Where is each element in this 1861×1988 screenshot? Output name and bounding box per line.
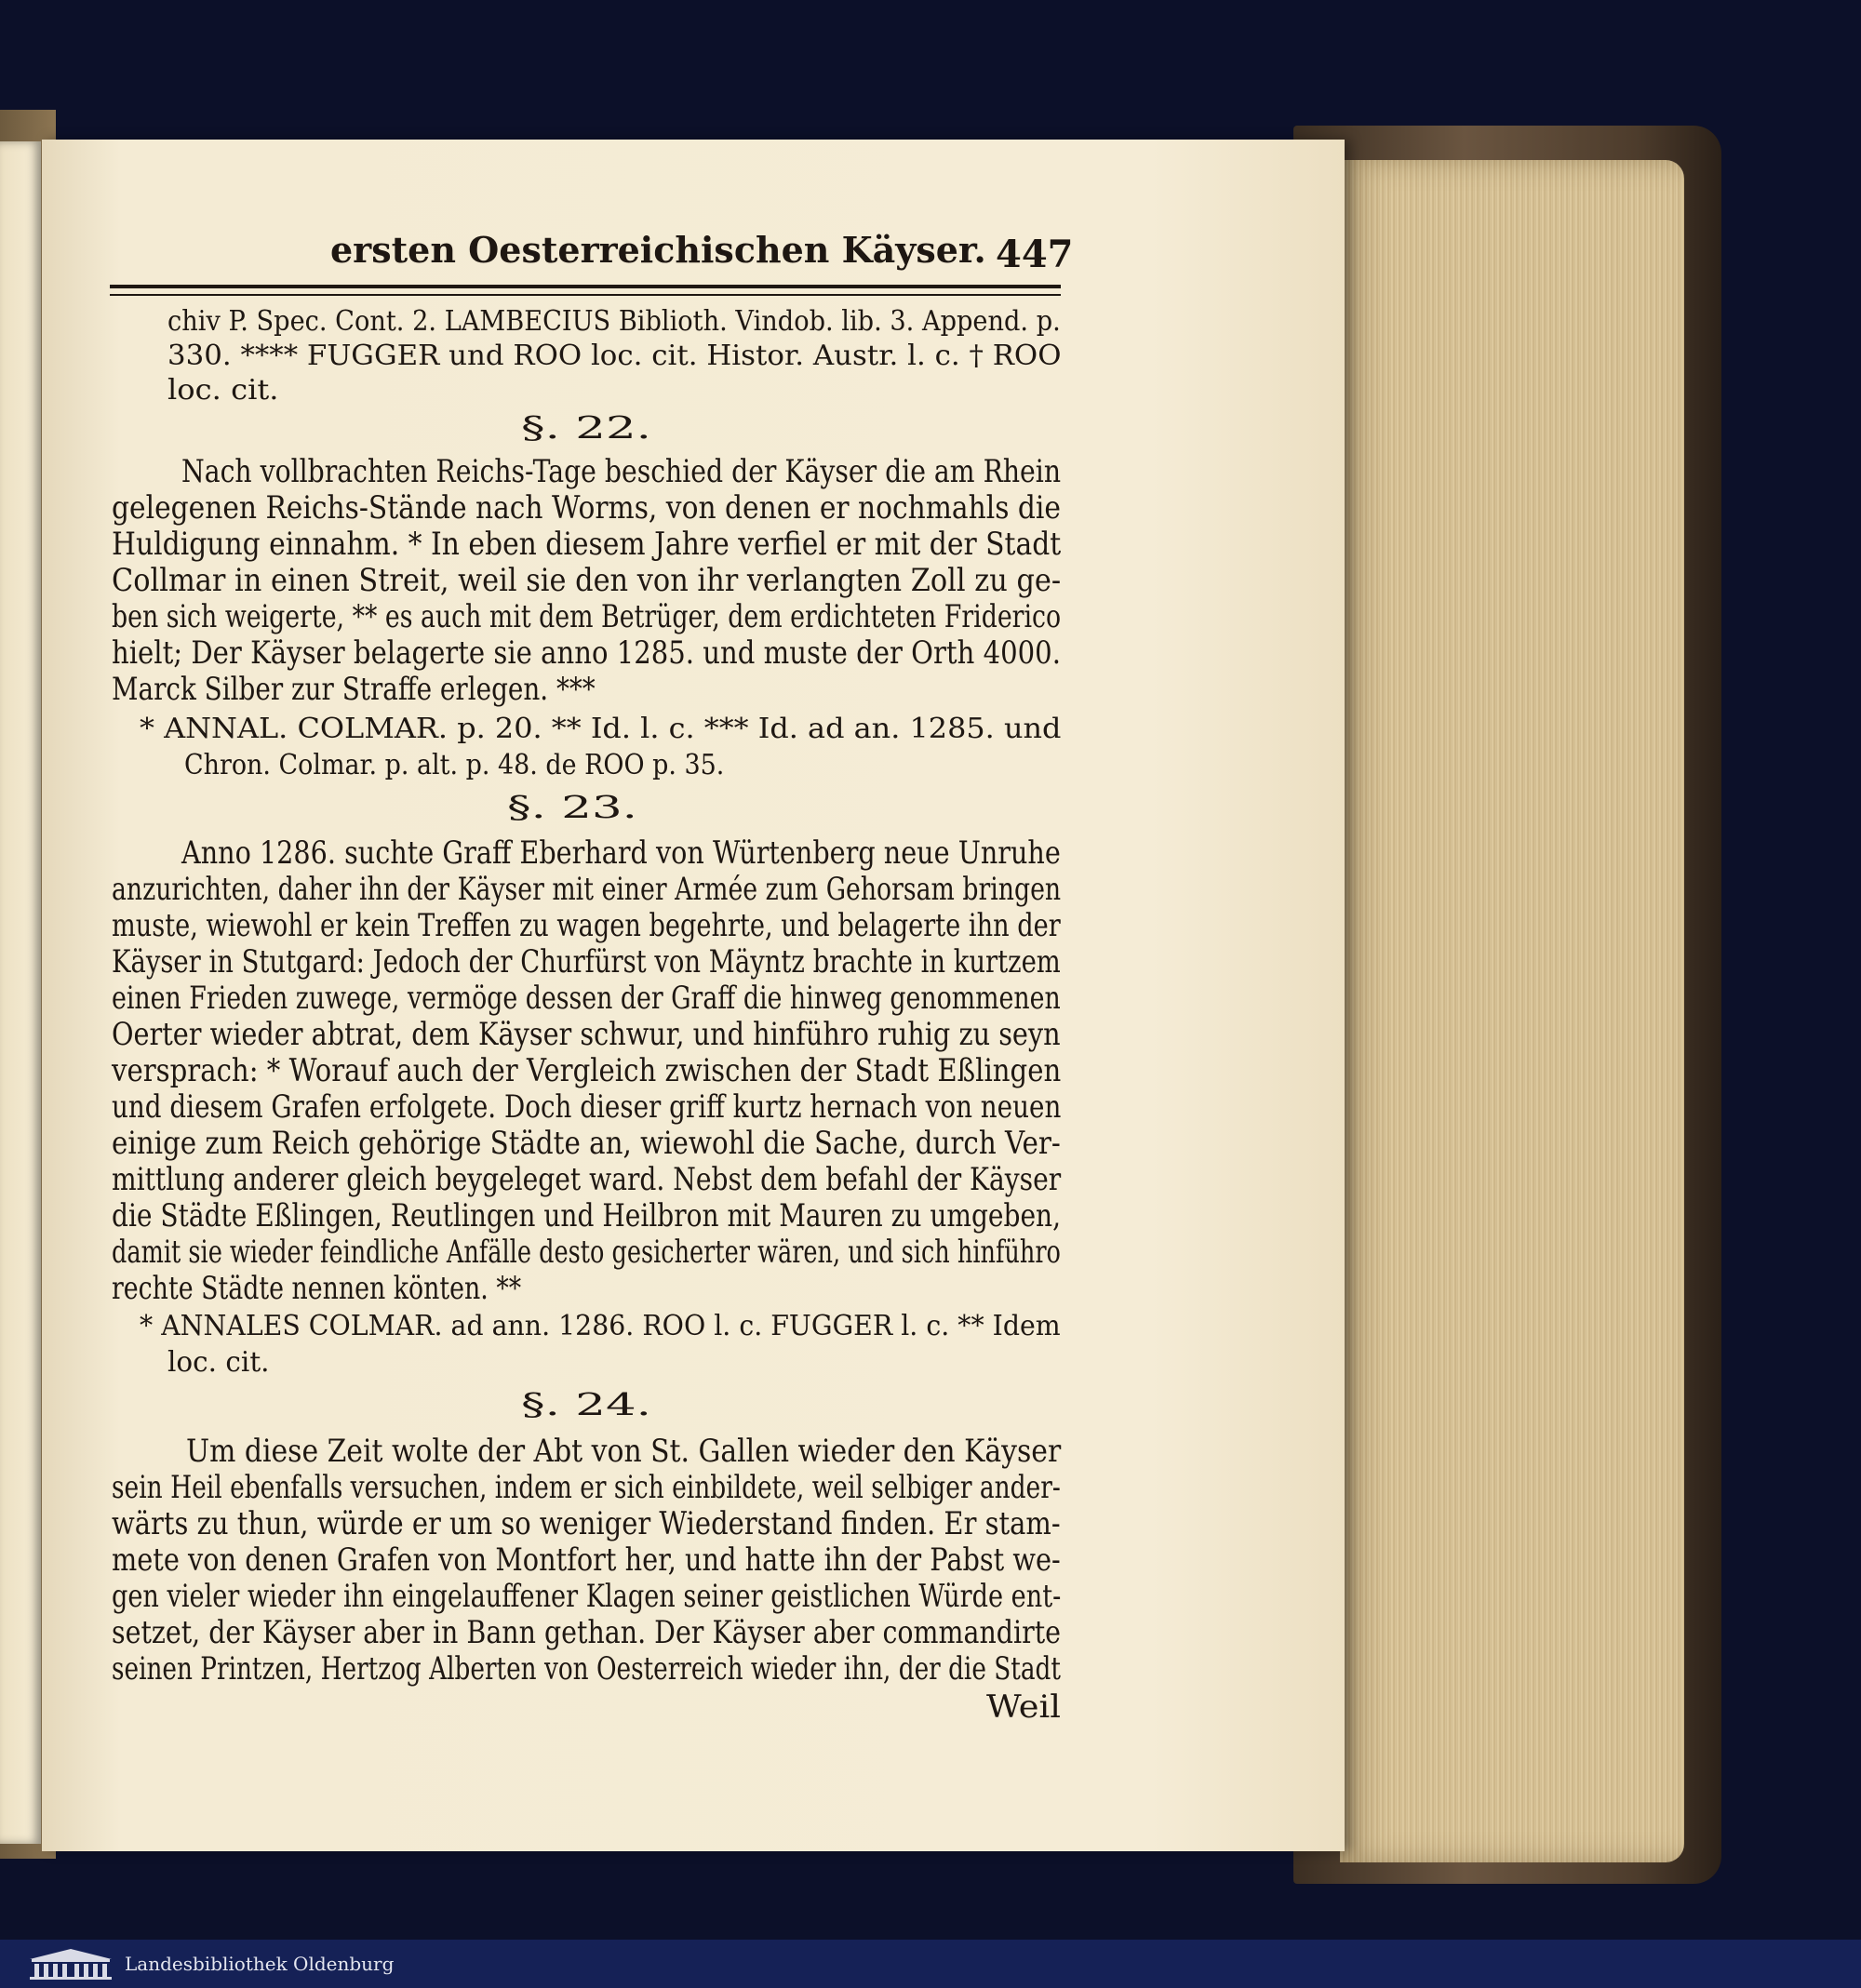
text-line: Huldigung einnahm. * In eben diesem Jahre verfiel er mit der Stadt (112, 526, 1062, 562)
text-line: hielt; Der Käyser belagerte sie anno 1285. und muste der Orth 4000. (112, 634, 1061, 671)
footnote-line: Chron. Colmar. p. alt. p. 48. de ROO p. 35. (184, 749, 725, 781)
text-line: anzurichten, daher ihn der Käyser mit einer Armée zum Gehorsam bringen (112, 871, 1062, 907)
header-rule (110, 285, 1061, 296)
text-line: mete von denen Grafen von Montfort her, und hatte ihn der Pabst we- (112, 1541, 1061, 1578)
text-line: Um diese Zeit wolte der Abt von St. Gallen wieder den Käyser (186, 1433, 1062, 1469)
text-line: muste, wiewohl er kein Treffen zu wagen begehrte, und belagerte ihn der (112, 907, 1061, 943)
text-line: und diesem Grafen erfolgete. Doch dieser griff kurtz hernach von neuen (112, 1088, 1062, 1125)
facing-page-edge (0, 141, 41, 1844)
text-line: gen vieler wieder ihn eingelauffener Klagen seiner geistlichen Würde ent- (112, 1578, 1062, 1614)
footnote-line: * ANNALES COLMAR. ad ann. 1286. ROO l. c. FUGGER l. c. ** Idem (140, 1310, 1061, 1342)
text-line: mittlung anderer gleich beygeleget ward. Nebst dem befahl der Käyser (112, 1161, 1062, 1197)
text-line: Nach vollbrachten Reichs-Tage beschied der Käyser die am Rhein (181, 453, 1062, 489)
text-line: ben sich weigerte, ** es auch mit dem Betrüger, dem erdichteten Friderico (112, 598, 1062, 634)
text-line: setzet, der Käyser aber in Bann gethan. Der Käyser aber commandirte (112, 1614, 1061, 1650)
text-line: Anno 1286. suchte Graff Eberhard von Würtenberg neue Unruhe (181, 834, 1061, 871)
section-heading: §. 22. (521, 409, 651, 446)
text-line: rechte Städte nennen könten. ** (112, 1270, 522, 1306)
text-line: Weil (986, 1688, 1061, 1725)
section-heading: §. 23. (507, 789, 637, 825)
footnote-line: * ANNAL. COLMAR. p. 20. ** Id. l. c. *** Id. ad an. 1285. und (140, 713, 1062, 745)
footnote-line: chiv P. Spec. Cont. 2. LAMBECIUS Biblioth. Vindob. lib. 3. Append. p. (167, 305, 1061, 338)
text-line: gelegenen Reichs-Stände nach Worms, von denen er nochmahls die (112, 489, 1061, 526)
section-heading: §. 24. (521, 1386, 651, 1422)
text-line: seinen Printzen, Hertzog Alberten von Oesterreich wieder ihn, der die Stadt (112, 1650, 1061, 1687)
footnote-line: 330. **** FUGGER und ROO loc. cit. Histor. Austr. l. c. † ROO (167, 340, 1062, 372)
text-line: Marck Silber zur Straffe erlegen. *** (112, 671, 596, 707)
footnote-line: loc. cit. (167, 374, 279, 407)
text-line: versprach: * Worauf auch der Vergleich zwischen der Stadt Eßlingen (112, 1052, 1062, 1088)
text-line: einige zum Reich gehörige Städte an, wiewohl die Sache, durch Ver- (112, 1125, 1061, 1161)
text-line: einen Frieden zuwege, vermöge dessen der Graff die hinweg genommenen (112, 980, 1061, 1016)
text-line: damit sie wieder feindliche Anfälle desto gesicherter wären, und sich hinführo (112, 1234, 1061, 1270)
page-number: 447 (996, 233, 1074, 276)
library-name: Landesbibliothek Oldenburg (125, 1953, 395, 1975)
page-block-edge (1340, 160, 1684, 1862)
footnote-line: loc. cit. (167, 1346, 270, 1379)
text-line: Oerter wieder abtrat, dem Käyser schwur, und hinführo ruhig zu seyn (112, 1016, 1061, 1052)
text-line: wärts zu thun, würde er um so weniger Wiederstand finden. Er stam- (112, 1505, 1061, 1541)
running-header: ersten Oesterreichischen Käyser. (330, 229, 986, 271)
text-line: sein Heil ebenfalls versuchen, indem er sich einbildete, weil selbiger ander- (112, 1469, 1061, 1505)
library-building-icon (26, 1946, 115, 1981)
text-line: die Städte Eßlingen, Reutlingen und Heilbron mit Mauren zu umgeben, (112, 1197, 1062, 1234)
text-line: Käyser in Stutgard: Jedoch der Churfürst von Mäyntz brachte in kurtzem (112, 943, 1061, 980)
text-line: Collmar in einen Streit, weil sie den von ihr verlangten Zoll zu ge- (112, 562, 1062, 598)
